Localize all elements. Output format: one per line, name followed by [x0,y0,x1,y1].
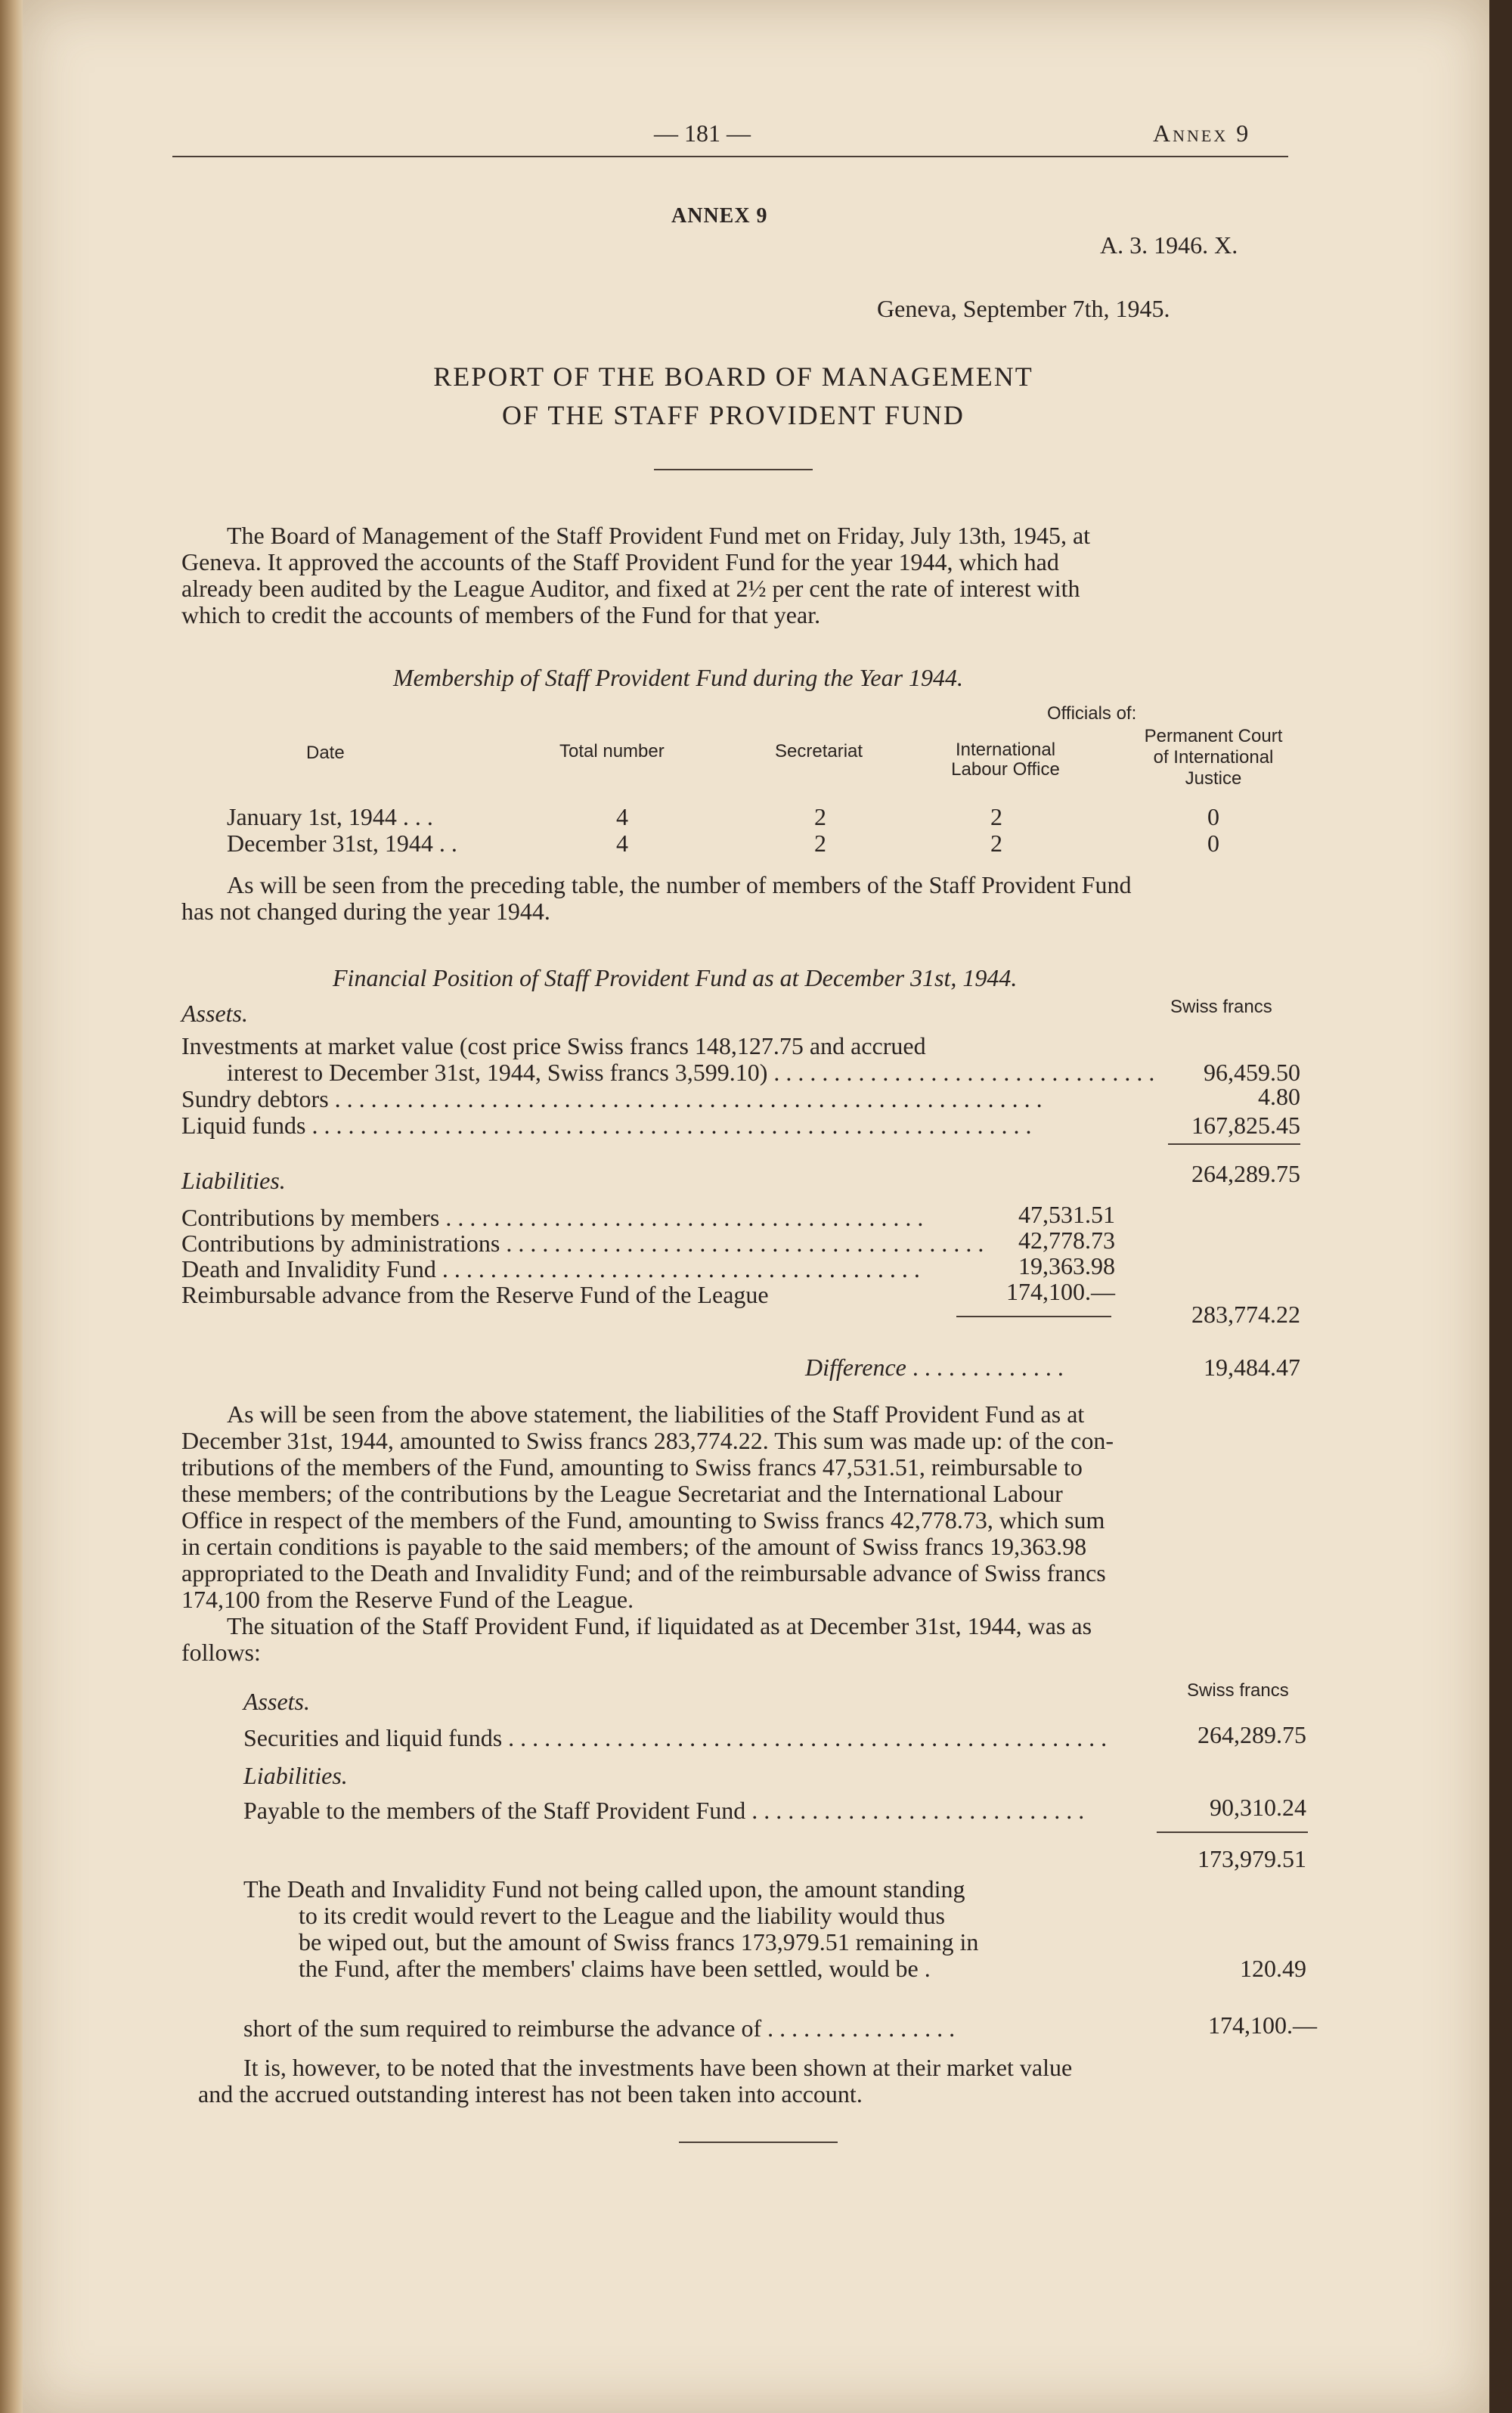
col-header-ilo: International [955,740,1056,760]
header-rule [172,156,1288,157]
assets-sum-rule [1168,1143,1300,1145]
statement-line: As will be seen from the above statement, the liabilities of the Staff Provident Fund as at [227,1400,1085,1428]
membership-note-line: As will be seen from the preceding table, the number of members of the Staff Provident Fund [227,871,1132,898]
membership-row-date: January 1st, 1944 . . . [227,803,433,830]
statement-line: these members; of the contributions by the League Secretariat and the International Labour [181,1480,1063,1507]
statement-line: tributions of the members of the Fund, amounting to Swiss francs 47,531.51, reimbursable to [181,1453,1083,1481]
sundry-debtors-value: 4.80 [1258,1083,1300,1110]
page-number: — 181 — [654,119,751,147]
membership-row-pcij: 0 [1207,830,1219,857]
liability-value: 19,363.98 [1018,1252,1115,1279]
col-header-pcij: of International [1153,747,1274,768]
membership-row-pcij: 0 [1207,803,1219,830]
closing-note-line: It is, however, to be noted that the investments have been shown at their market value [243,2054,1073,2081]
investments-value: 96,459.50 [1204,1059,1300,1086]
closing-note-line: and the accrued outstanding interest has not been taken into account. [198,2080,863,2107]
liquidation-sum-rule [1157,1831,1308,1833]
membership-row-ilo: 2 [990,830,1002,857]
assets-heading: Assets. [181,1000,248,1027]
investments-line: interest to December 31st, 1944, Swiss francs 3,599.10) . . . . . . . . . . . . . . . . . . . . . . . . . . . . . . . . [227,1059,1155,1086]
investments-line: Investments at market value (cost price Swiss francs 148,127.75 and accrued [181,1032,926,1059]
statement-line: appropriated to the Death and Invalidity Fund; and of the reimbursable advance of Swiss francs [181,1559,1106,1586]
short-value: 174,100.— [1208,2011,1317,2039]
document-reference: A. 3. 1946. X. [1100,231,1238,259]
death-fund-line: The Death and Invalidity Fund not being called upon, the amount standing [243,1875,965,1903]
liquidation-assets-heading: Assets. [243,1688,310,1715]
liability-row: Contributions by administrations . . . . . . . . . . . . . . . . . . . . . . . . . . . . . . . . . . . . . . . . [181,1230,984,1257]
intro-line: Geneva. It approved the accounts of the Staff Provident Fund for the year 1944, which had [181,548,1059,575]
col-header-total: Total number [559,741,665,761]
col-header-pcij: Justice [1185,768,1242,789]
sundry-debtors-row: Sundry debtors . . . . . . . . . . . . . . . . . . . . . . . . . . . . . . . . . . . . . . . . . . . . . . . . . . . . . . . . . . . [181,1085,1043,1112]
place-date: Geneva, September 7th, 1945. [877,295,1170,322]
membership-row-secretariat: 2 [814,803,826,830]
liability-value: 47,531.51 [1018,1201,1115,1228]
short-row: short of the sum required to reimburse the advance of . . . . . . . . . . . . . . . . [243,2014,956,2042]
difference-row: Difference . . . . . . . . . . . . . [805,1354,1064,1381]
annex-heading: ANNEX 9 [671,204,768,228]
statement-line: 174,100 from the Reserve Fund of the League. [181,1586,634,1613]
liabilities-total: 283,774.22 [1191,1301,1300,1328]
death-fund-line: to its credit would revert to the League and the liability would thus [299,1902,945,1929]
securities-value: 264,289.75 [1198,1721,1306,1748]
liabilities-heading: Liabilities. [181,1167,286,1194]
col-header-ilo: Labour Office [951,759,1060,780]
liability-row: Death and Invalidity Fund . . . . . . . . . . . . . . . . . . . . . . . . . . . . . . . . . . . . . . . . [181,1255,920,1282]
liquidation-liabilities-heading: Liabilities. [243,1762,348,1789]
liquid-funds-row: Liquid funds . . . . . . . . . . . . . . . . . . . . . . . . . . . . . . . . . . . . . . . . . . . . . . . . . . . . . . . . . . . . [181,1112,1032,1139]
membership-note-line: has not changed during the year 1944. [181,898,550,925]
liability-row: Contributions by members . . . . . . . . . . . . . . . . . . . . . . . . . . . . . . . . . . . . . . . . [181,1204,924,1231]
report-title-line1: REPORT OF THE BOARD OF MANAGEMENT [433,361,1033,392]
liquid-funds-value: 167,825.45 [1191,1112,1300,1139]
liability-value: 42,778.73 [1018,1227,1115,1254]
membership-row-ilo: 2 [990,803,1002,830]
financial-title: Financial Position of Staff Provident Fund as at December 31st, 1944. [333,964,1018,991]
intro-line: The Board of Management of the Staff Provident Fund met on Friday, July 13th, 1945, at [227,522,1091,549]
payable-row: Payable to the members of the Staff Provident Fund . . . . . . . . . . . . . . . . . . . . . . . . . . . . [243,1797,1085,1824]
col-header-pcij: Permanent Court [1144,726,1283,746]
liquidation-currency-label: Swiss francs [1187,1680,1289,1701]
liabilities-sum-rule [956,1316,1111,1317]
statement-line: Office in respect of the members of the Fund, amounting to Swiss francs 42,778.73, which sum [181,1506,1105,1534]
title-rule [654,469,813,470]
death-fund-line: be wiped out, but the amount of Swiss francs 173,979.51 remaining in [299,1928,979,1956]
securities-row: Securities and liquid funds . . . . . . . . . . . . . . . . . . . . . . . . . . . . . . . . . . . . . . . . . . . . . . . . . . [243,1724,1108,1751]
closing-rule [679,2142,838,2143]
membership-title: Membership of Staff Provident Fund during the Year 1944. [393,664,964,691]
statement-line: in certain conditions is payable to the said members; of the amount of Swiss francs 19,363.98 [181,1533,1087,1560]
col-header-secretariat: Secretariat [775,741,863,761]
intro-line: already been audited by the League Auditor, and fixed at 2½ per cent the rate of interest with [181,575,1080,602]
liability-value: 174,100.— [1006,1278,1115,1305]
remainder-value: 173,979.51 [1198,1845,1306,1872]
running-title: Annex 9 [1153,119,1251,147]
statement-line: December 31st, 1944, amounted to Swiss francs 283,774.22. This sum was made up: of the con- [181,1427,1114,1454]
death-fund-value: 120.49 [1240,1955,1306,1982]
difference-value: 19,484.47 [1204,1354,1300,1381]
membership-row-secretariat: 2 [814,830,826,857]
membership-row-total: 4 [616,803,628,830]
statement-line: follows: [181,1639,261,1666]
membership-row-total: 4 [616,830,628,857]
col-header-date: Date [306,743,345,763]
currency-label: Swiss francs [1170,997,1272,1017]
report-title-line2: OF THE STAFF PROVIDENT FUND [502,400,965,430]
intro-line: which to credit the accounts of members of the Fund for that year. [181,601,821,628]
book-spine-shadow [0,0,26,2413]
assets-total: 264,289.75 [1191,1160,1300,1187]
death-fund-line: the Fund, after the members' claims have been settled, would be . [299,1955,931,1982]
liability-row: Reimbursable advance from the Reserve Fund of the League [181,1281,769,1308]
statement-line: The situation of the Staff Provident Fund, if liquidated as at December 31st, 1944, was as [227,1612,1092,1639]
membership-row-date: December 31st, 1944 . . [227,830,457,857]
payable-value: 90,310.24 [1210,1794,1306,1821]
officials-of-label: Officials of: [1047,703,1137,724]
